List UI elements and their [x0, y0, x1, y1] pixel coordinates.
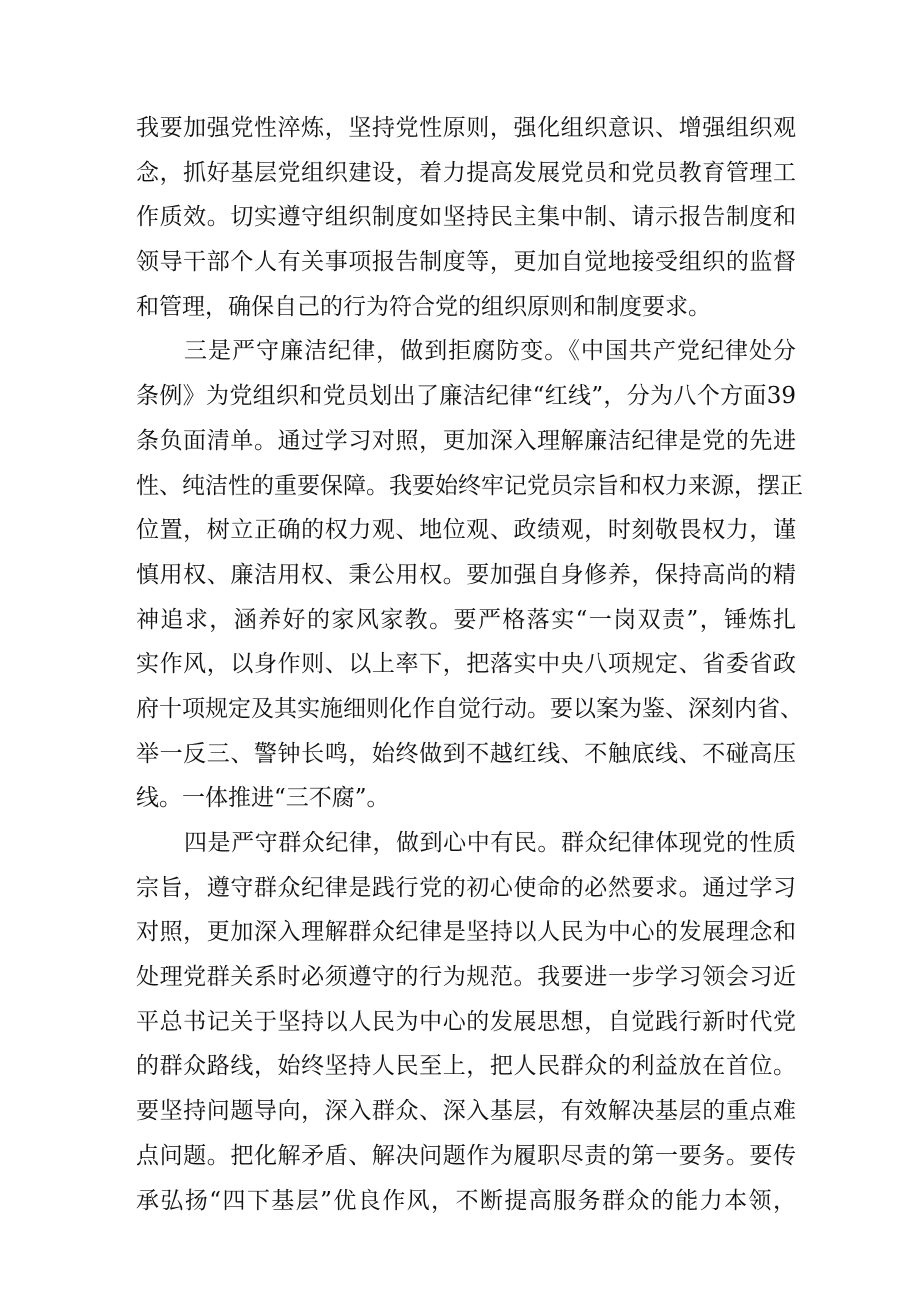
- text-line: 条负面清单。通过学习对照，更加深入理解廉洁纪律是党的先进: [136, 427, 796, 454]
- text-line: 实作风，以身作则、以上率下，把落实中央八项规定、省委省政: [136, 651, 796, 678]
- text-line: 府十项规定及其实施细则化作自觉行动。要以案为鉴、深刻内省、: [136, 695, 803, 722]
- text-line: 位置，树立正确的权力观、地位观、政绩观，时刻敬畏权力，谨: [136, 517, 796, 544]
- text-line: 对照，更加深入理解群众纪律是坚持以人民为中心的发展理念和: [136, 919, 796, 946]
- text-line: 作质效。切实遵守组织制度如坚持民主集中制、请示报告制度和: [136, 204, 796, 231]
- text-line: 慎用权、廉洁用权、秉公用权。要加强自身修养，保持高尚的精: [136, 561, 796, 588]
- text-line: 线。一体推进“三不腐”。: [136, 785, 390, 812]
- text-line: 和管理，确保自己的行为符合党的组织原则和制度要求。: [136, 293, 711, 320]
- text-line: 条例》为党组织和党员划出了廉洁纪律“红线”，分为八个方面39: [136, 383, 796, 410]
- paragraph-heading-line: 四是严守群众纪律，做到心中有民。群众纪律体现党的性质: [184, 830, 796, 856]
- paragraph-heading-line: 三是严守廉洁纪律，做到拒腐防变。《中国共产党纪律处分: [184, 338, 796, 365]
- text-line: 平总书记关于坚持以人民为中心的发展思想，自觉践行新时代党: [136, 1008, 796, 1035]
- text-line: 处理党群关系时必须遵守的行为规范。我要进一步学习领会习近: [136, 964, 796, 991]
- text-line: 神追求，涵养好的家风家教。要严格落实“一岗双责”，锤炼扎: [136, 606, 796, 633]
- text-line: 的群众路线，始终坚持人民至上，把人民群众的利益放在首位。: [136, 1053, 796, 1080]
- text-line: 点问题。把化解矛盾、解决问题作为履职尽责的第一要务。要传: [136, 1142, 796, 1169]
- text-line: 念，抓好基层党组织建设，着力提高发展党员和党员教育管理工: [136, 159, 796, 186]
- text-line: 承弘扬“四下基层”优良作风，不断提高服务群众的能力本领，: [136, 1187, 796, 1214]
- body-text: [136, 106, 803, 1223]
- text-line: 领导干部个人有关事项报告制度等，更加自觉地接受组织的监督: [136, 249, 796, 276]
- text-line: 举一反三、警钟长鸣，始终做到不越红线、不触底线、不碰高压: [136, 740, 796, 767]
- text-line: 性、纯洁性的重要保障。我要始终牢记党员宗旨和权力来源，摆正: [136, 472, 803, 499]
- text-line: 宗旨，遵守群众纪律是践行党的初心使命的必然要求。通过学习: [136, 874, 796, 901]
- text-line: 我要加强党性淬炼，坚持党性原则，强化组织意识、增强组织观: [136, 115, 796, 141]
- text-line: 要坚持问题导向，深入群众、深入基层，有效解决基层的重点难: [136, 1098, 796, 1125]
